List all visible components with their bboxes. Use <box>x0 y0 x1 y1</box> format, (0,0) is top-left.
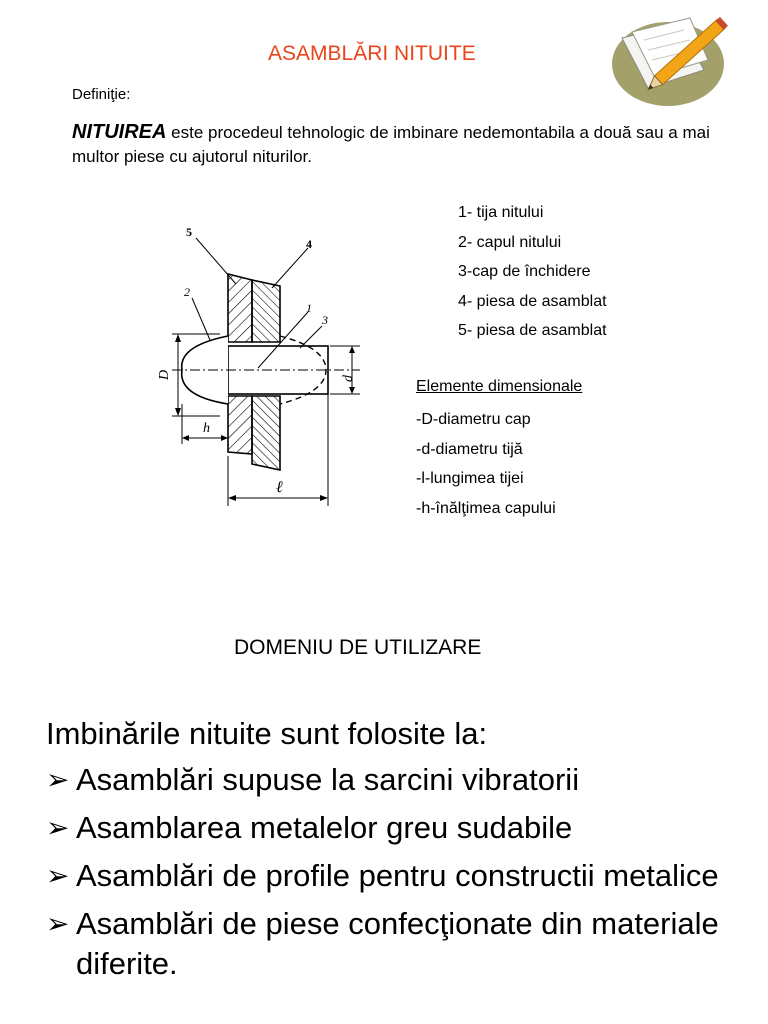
dimensions-list-item: -h-înălţimea capului <box>416 499 556 517</box>
page-title: ASAMBLĂRI NITUITE <box>268 42 476 65</box>
usage-item-text: Asamblări de piese confecţionate din materiale diferite. <box>76 906 719 981</box>
callout-1: 1 <box>306 301 312 315</box>
dim-label-d: d <box>341 375 356 382</box>
parts-list-item: 1- tija nitului <box>458 204 544 221</box>
usage-heading: DOMENIU DE UTILIZARE <box>234 636 482 659</box>
definition-term: NITUIREA <box>72 121 167 143</box>
dimensions-list-item: -l-lungimea tijei <box>416 470 524 487</box>
bullet-arrow-icon: ➢ <box>46 860 70 891</box>
parts-list-item: 5- piesa de asamblat <box>458 322 607 339</box>
usage-item-text: Asamblări supuse la sarcini vibratorii <box>76 762 580 797</box>
parts-list <box>458 198 607 346</box>
usage-list-item <box>46 856 746 896</box>
parts-list-item: 4- piesa de asamblat <box>458 292 607 310</box>
bullet-arrow-icon: ➢ <box>46 812 70 843</box>
definition-label: Definiţie: <box>72 86 131 103</box>
rivet-diagram <box>150 222 370 517</box>
callout-3: 3 <box>322 313 328 327</box>
usage-list-item <box>46 904 746 984</box>
dim-label-l: ℓ <box>276 479 283 496</box>
usage-list-item <box>46 760 746 800</box>
dim-label-h: h <box>203 421 210 436</box>
parts-list-item: 2- capul nitului <box>458 233 562 251</box>
bullet-arrow-icon: ➢ <box>46 764 70 795</box>
parts-list-item: 3-cap de închidere <box>458 263 591 280</box>
pencil-paper-icon <box>608 10 732 115</box>
callout-2: 2 <box>184 285 190 299</box>
usage-item-text: Asamblări de profile pentru constructii metalice <box>76 858 719 893</box>
dimensions-list <box>416 405 556 523</box>
definition-text <box>72 120 732 169</box>
callout-5: 5 <box>186 225 192 239</box>
dimensions-title: Elemente dimensionale <box>416 378 583 395</box>
definition-body: este procedeul tehnologic de imbinare nedemontabila a două sau a mai multor piese cu ajutorul niturilor. <box>72 123 710 166</box>
dim-label-D: D <box>157 369 172 380</box>
dimensions-list-item: -d-diametru tijă <box>416 440 523 458</box>
bullet-arrow-icon: ➢ <box>46 908 70 939</box>
usage-list <box>46 760 746 992</box>
usage-list-item <box>46 808 746 848</box>
dimensions-list-item: -D-diametru cap <box>416 411 531 428</box>
usage-intro: Imbinările nituite sunt folosite la: <box>46 716 488 751</box>
callout-4: 4 <box>306 237 312 251</box>
usage-item-text: Asamblarea metalelor greu sudabile <box>76 810 573 845</box>
